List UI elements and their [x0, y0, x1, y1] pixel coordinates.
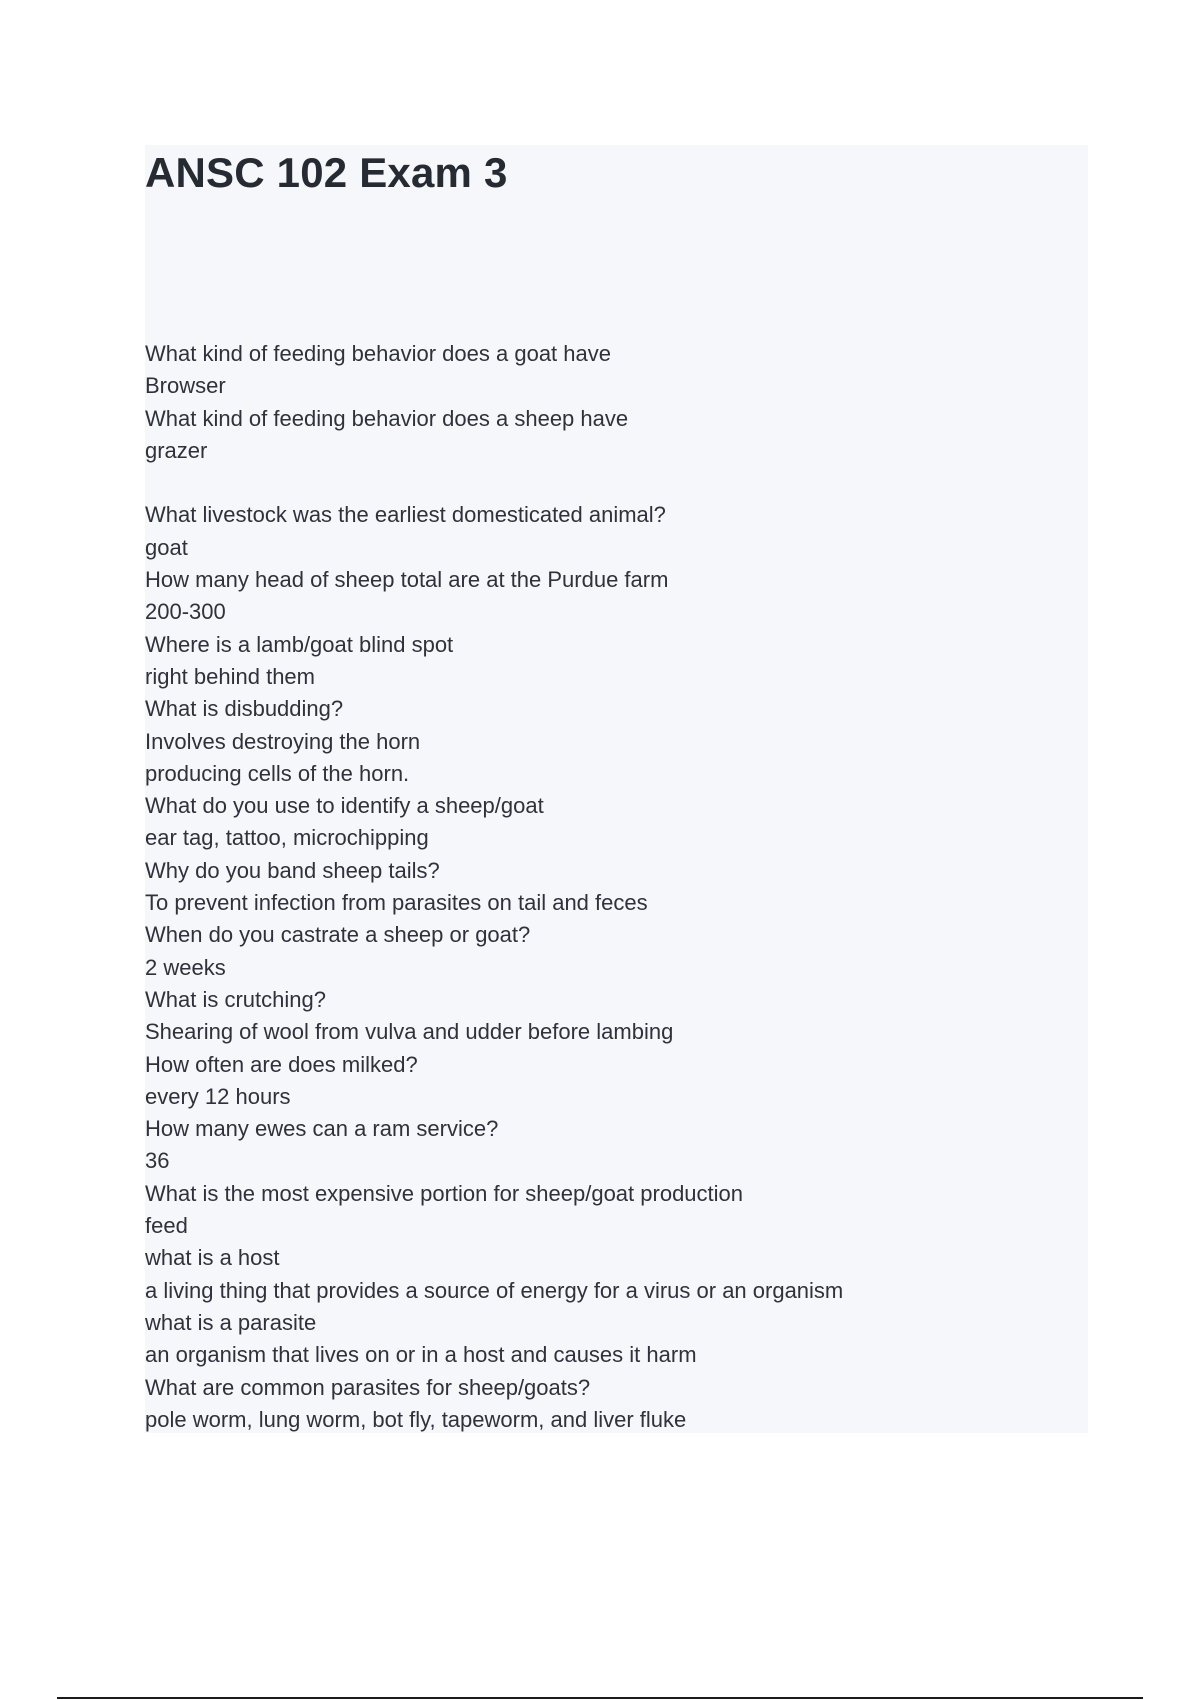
text-line: an organism that lives on or in a host and causes it harm [145, 1342, 697, 1368]
footer-divider [57, 1697, 1143, 1699]
text-line: pole worm, lung worm, bot fly, tapeworm, and liver fluke [145, 1406, 687, 1432]
text-line: right behind them [145, 663, 315, 689]
text-line: What kind of feeding behavior does a sheep have [145, 405, 629, 431]
page-title: ANSC 102 Exam 3 [145, 149, 508, 196]
text-line: What are common parasites for sheep/goats? [145, 1374, 591, 1400]
text-line: 2 weeks [145, 954, 226, 980]
blank-line [145, 467, 1075, 499]
text-line: When do you castrate a sheep or goat? [145, 922, 531, 948]
text-line: What livestock was the earliest domesticated animal? [145, 502, 666, 528]
text-line: Shearing of wool from vulva and udder before lambing [145, 1019, 674, 1045]
text-line: every 12 hours [145, 1083, 291, 1109]
text-line: How many head of sheep total are at the Purdue farm [145, 567, 669, 593]
text-line: What is the most expensive portion for sheep/goat production [145, 1180, 744, 1206]
text-line: Where is a lamb/goat blind spot [145, 631, 454, 657]
text-line: feed [145, 1213, 188, 1239]
text-line: What is disbudding? [145, 696, 344, 722]
text-line: a living thing that provides a source of energy for a virus or an organism [145, 1277, 844, 1303]
text-line: To prevent infection from parasites on tail and feces [145, 890, 648, 916]
text-line: ear tag, tattoo, microchipping [145, 825, 429, 851]
text-line: What do you use to identify a sheep/goat [145, 793, 544, 819]
text-line: 36 [145, 1148, 170, 1174]
text-line: Browser [145, 373, 226, 399]
text-line: How many ewes can a ram service? [145, 1116, 499, 1142]
text-line: grazer [145, 437, 208, 463]
text-line: 200-300 [145, 599, 226, 625]
text-line: what is a host [145, 1245, 280, 1271]
text-line: what is a parasite [145, 1309, 317, 1335]
text-line: Involves destroying the horn [145, 728, 421, 754]
text-line: What is crutching? [145, 986, 326, 1012]
text-line: What kind of feeding behavior does a goat have [145, 341, 611, 366]
text-line: producing cells of the horn. [145, 760, 410, 786]
qa-list [145, 338, 1075, 1436]
text-line: Why do you band sheep tails? [145, 857, 440, 883]
text-line: goat [145, 534, 188, 560]
text-line: How often are does milked? [145, 1051, 418, 1077]
